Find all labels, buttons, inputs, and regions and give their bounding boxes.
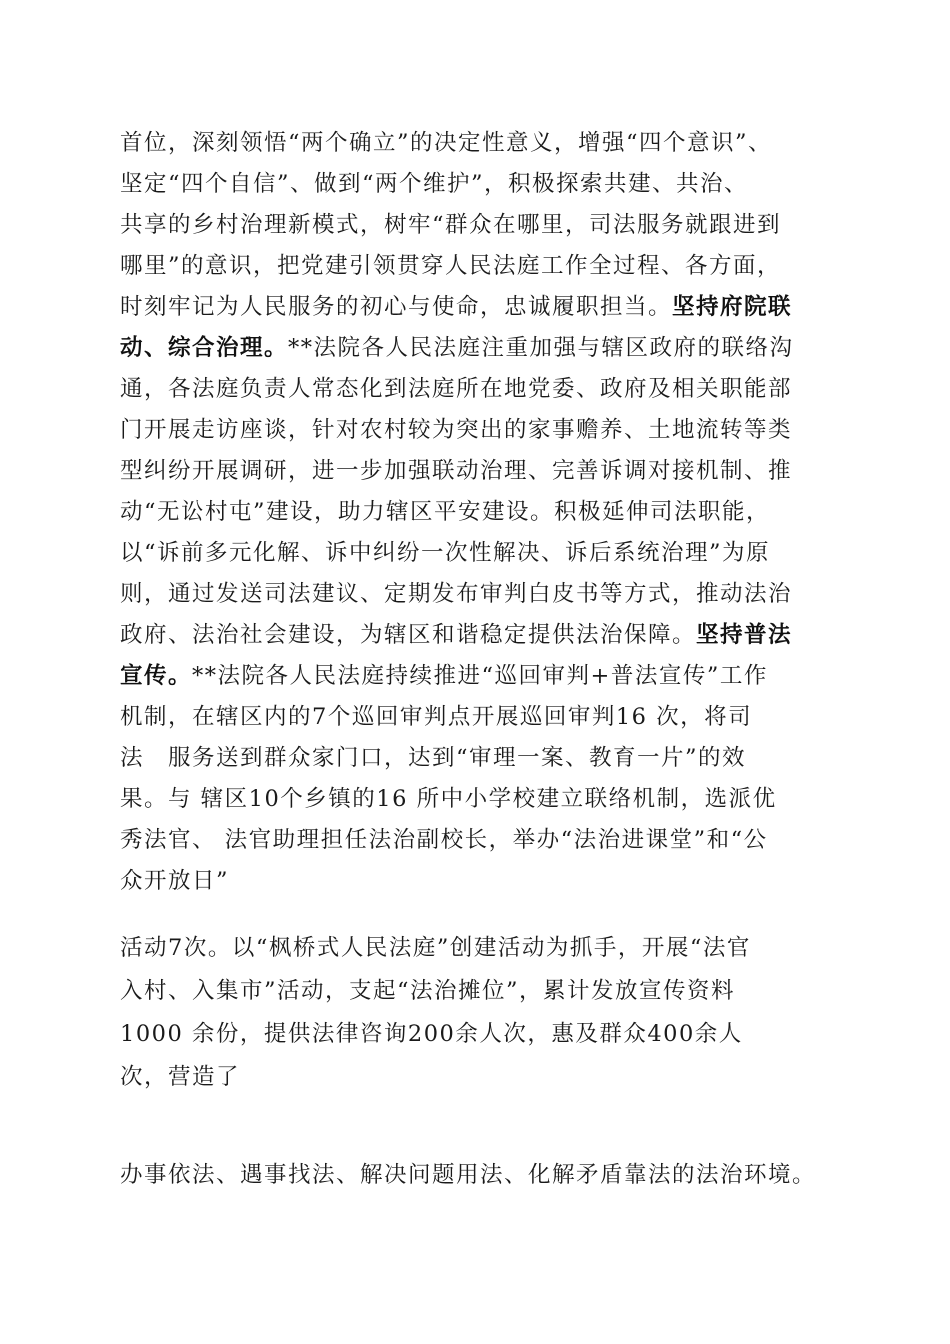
text-line (120, 656, 768, 696)
text-line: 机制，在辖区内的7个巡回审判点开展巡回审判16 次，将司 (120, 704, 753, 730)
text-line: 活动7次。以“枫桥式人民法庭”创建活动为抓手，开展“法官 (120, 935, 751, 961)
text-line: 果。与 辖区10个乡镇的16 所中小学校建立联络机制，选派优 (120, 786, 777, 812)
body-text: **法院各人民法庭持续推进“巡回审判+普法宣传”工作 (192, 663, 768, 689)
text-line: 入村、入集市”活动，支起“法治摊位”，累计发放宣传资料 (120, 978, 736, 1004)
text-line: 次，营造了 (120, 1064, 241, 1090)
text-line: 通，各法庭负责人常态化到法庭所在地党委、政府及相关职能部 (120, 376, 793, 402)
bold-heading: 动、综合治理。 (120, 335, 289, 361)
bold-heading: 宣传。 (120, 663, 193, 689)
text-line: 门开展走访座谈，针对农村较为突出的家事赡养、土地流转等类 (120, 417, 793, 443)
text-line (120, 328, 794, 368)
body-text: 政府、法治社会建设，为辖区和谐稳定提供法治保障。 (120, 622, 697, 648)
text-line: 型纠纷开展调研，进一步加强联动治理、完善诉调对接机制、推 (120, 458, 793, 484)
body-text: 时刻牢记为人民服务的初心与使命，忠诚履职担当。 (120, 294, 673, 320)
bold-heading: 坚持府院联 (672, 294, 793, 320)
text-line (120, 615, 792, 655)
text-line: 以“诉前多元化解、诉中纠纷一次性解决、诉后系统治理”为原 (120, 540, 771, 566)
text-line: 坚定“四个自信”、做到“两个维护”，积极探索共建、共治、 (120, 171, 749, 197)
text-line: 哪里”的意识，把党建引领贯穿人民法庭工作全过程、各方面， (120, 253, 782, 279)
text-line: 1000 余份，提供法律咨询200余人次，惠及群众400余人 (120, 1021, 743, 1047)
text-line: 秀法官、 法官助理担任法治副校长，举办“法治进课堂”和“公 (120, 827, 768, 853)
bold-heading: 坚持普法 (696, 622, 793, 648)
text-line: 共享的乡村治理新模式，树牢“群众在哪里，司法服务就跟进到 (120, 212, 782, 238)
text-line: 众开放日” (120, 868, 230, 894)
text-line: 则，通过发送司法建议、定期发布审判白皮书等方式，推动法治 (120, 581, 793, 607)
text-line (120, 287, 792, 327)
text-line: 动“无讼村屯”建设，助力辖区平安建设。积极延伸司法职能， (120, 499, 771, 525)
text-line: 首位，深刻领悟“两个确立”的决定性意义，增强“四个意识”、 (120, 130, 773, 156)
text-line: 法 服务送到群众家门口，达到“审理一案、教育一片”的效 (120, 745, 747, 771)
text-line: 办事依法、遇事找法、解决问题用法、化解矛盾靠法的法治环境。 (120, 1162, 817, 1188)
body-text: **法院各人民法庭注重加强与辖区政府的联络沟 (288, 335, 794, 361)
